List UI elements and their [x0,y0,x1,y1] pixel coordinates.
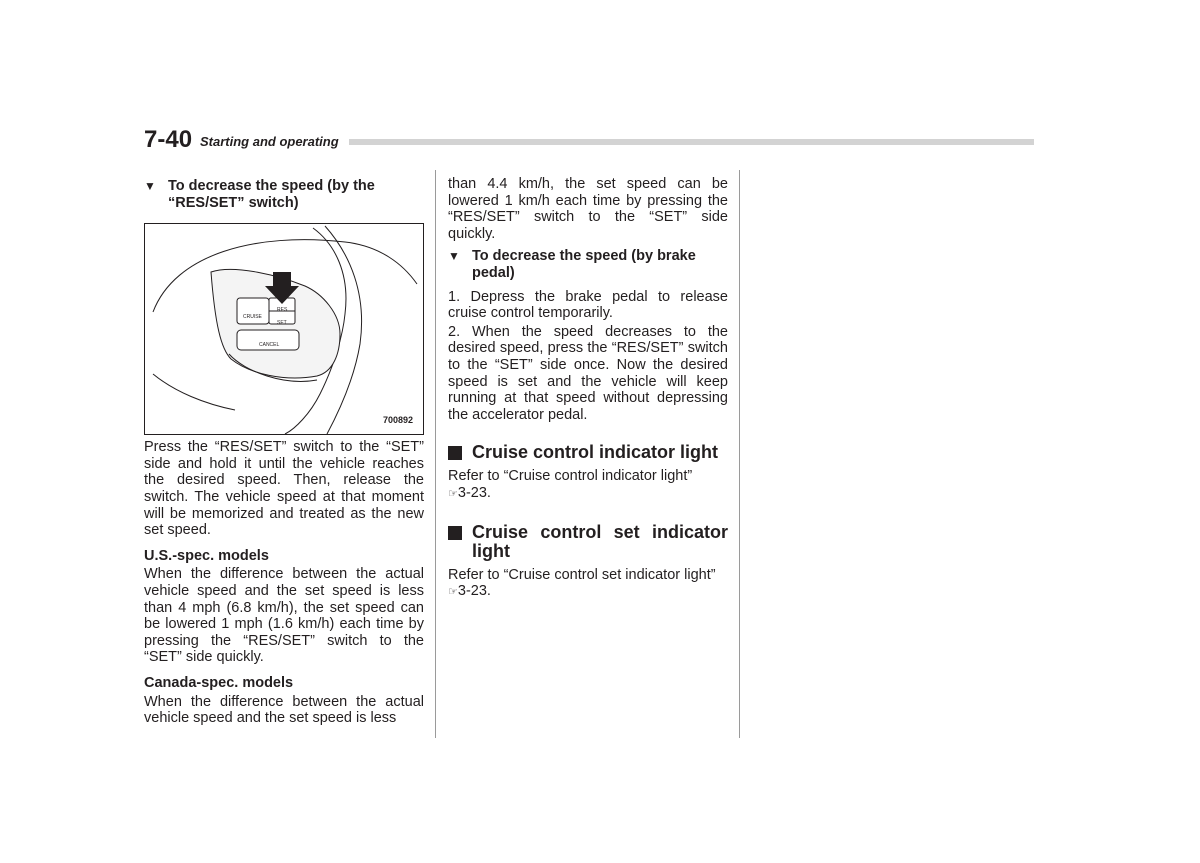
paragraph: than 4.4 km/h, the set speed can be lowered 1 km/h each time by pressing the “RES/SET” switch to the “SET” side quickly. [448,176,728,242]
right-column [448,176,728,601]
left-column [144,178,424,727]
subsection-heading [144,178,424,211]
heading-text: To decrease the speed (by brake pedal) [472,248,696,281]
steering-switch-figure [144,223,424,435]
reference-page: 3-23. [457,484,491,501]
square-bullet-icon [448,446,462,460]
cruise-switch-label: CRUISE [243,314,262,321]
reference-text [448,567,728,601]
step-2: 2. When the speed decreases to the desired speed, press the “RES/SET” switch to the “SET” side once. Now the desired speed is set and the vehicle will keep running at that speed without depressing the accelerator pedal. [448,323,728,423]
cancel-switch-label: CANCEL [259,342,280,349]
page-reference-icon: ☞ [448,586,458,599]
reference-text [448,468,728,502]
page-number: 7-40 [144,126,193,153]
reference-label: Refer to “Cruise control indicator light” [448,468,693,485]
set-switch-label: SET [277,320,287,327]
section-heading [448,443,728,462]
figure-code: 700892 [382,414,413,425]
section-title: Starting and operating [200,134,339,149]
paragraph: When the difference between the actual vehicle speed and the set speed is less [144,693,424,727]
square-bullet-icon [448,526,462,540]
subsection-heading [448,248,728,281]
heading-text: To decrease the speed (by the “RES/SET” switch) [168,178,375,211]
heading-text: Cruise control set indicator light [472,521,728,561]
reference-label: Refer to “Cruise control set indicator light” [448,566,716,583]
res-switch-label: RES [277,307,288,314]
reference-page: 3-23. [457,583,491,600]
paragraph: Press the “RES/SET” switch to the “SET” side and hold it until the vehicle reaches the desired speed. Then, release the switch. The vehicle speed at that moment will be memorized and treated as the new set speed. [144,439,424,539]
canada-spec-heading: Canada-spec. models [144,674,294,691]
page-header [144,124,1034,156]
triangle-bullet-icon: ▼ [144,179,156,193]
column-divider [739,170,740,738]
step-1: 1. Depress the brake pedal to release cruise control temporarily. [448,288,728,322]
paragraph: When the difference between the actual vehicle speed and the set speed is less than 4 mph (6.8 km/h), the set speed can be lowered 1 mph (1.6 km/h) each time by pressing the “RES/SET” switch to the “SET” side quickly. [144,566,424,666]
section-heading [448,523,728,561]
heading-text: Cruise control indicator light [472,442,719,463]
header-rule [349,139,1034,145]
us-spec-heading: U.S.-spec. models [144,547,269,564]
column-divider [435,170,436,738]
page-reference-icon: ☞ [448,487,458,500]
triangle-bullet-icon: ▼ [448,249,460,264]
